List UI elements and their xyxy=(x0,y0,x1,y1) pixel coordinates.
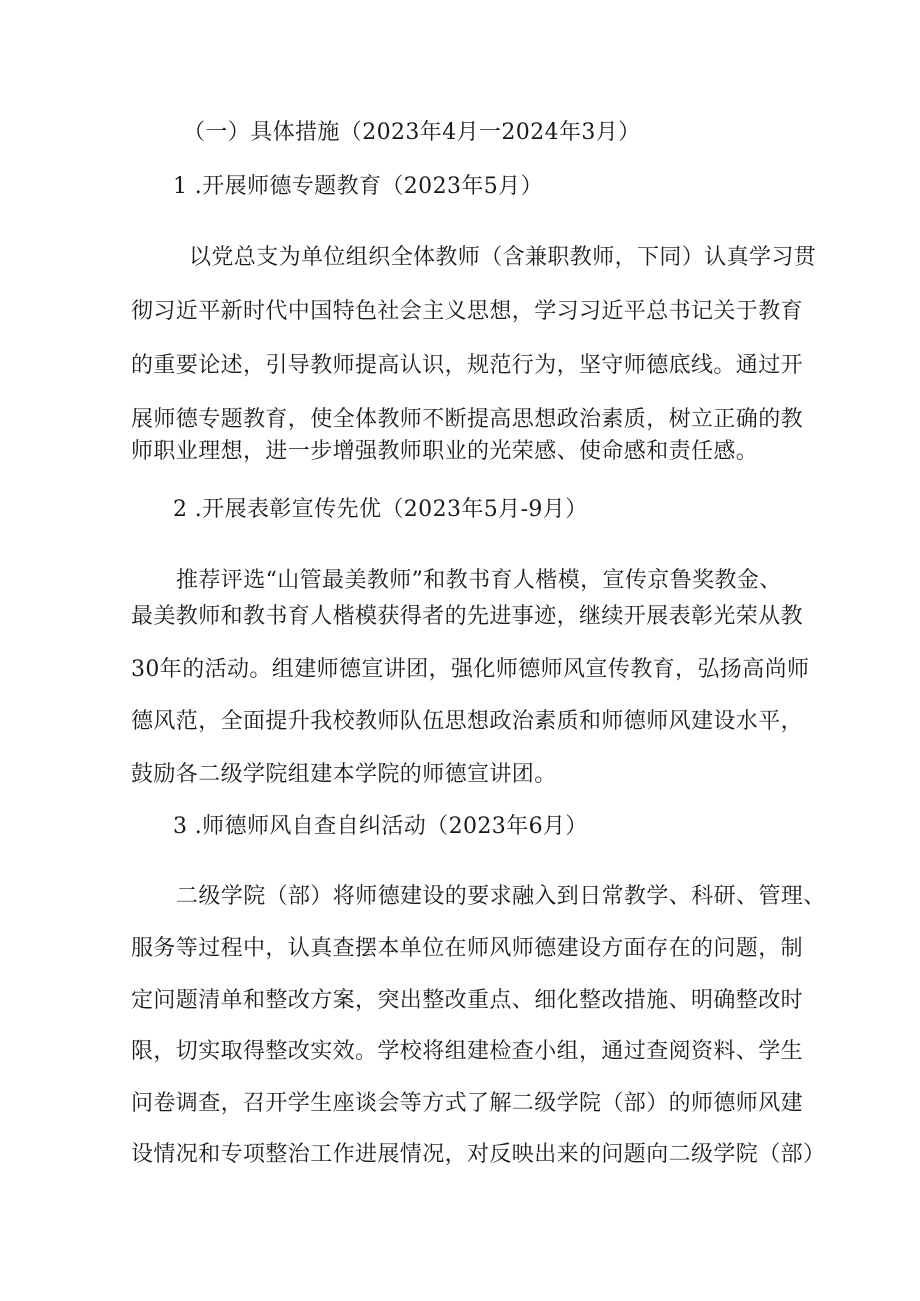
section-heading: （一）具体措施（2023年4月一2024年3月） xyxy=(183,120,641,145)
paragraph-line: 限，切实取得整改实效。学校将组建检查小组，通过查阅资料、学生 xyxy=(131,1039,804,1064)
item2-heading: 2 .开展表彰宣传先优（2023年5月-9月） xyxy=(173,497,588,522)
item3-heading: 3 .师德师风自查自纠活动（2023年6月） xyxy=(173,814,588,839)
paragraph-line: 推荐评选“山管最美教师”和教书育人楷模，宣传京鲁奖教金、 xyxy=(176,568,782,593)
item1-heading: 1 .开展师德专题教育（2023年5月） xyxy=(173,174,543,199)
paragraph-line: 师职业理想，进一步增强教师职业的光荣感、使命感和责任感。 xyxy=(131,439,759,464)
paragraph-line: 展师德专题教育，使全体教师不断提高思想政治素质，树立正确的教 xyxy=(131,407,804,432)
paragraph-line: 二级学院（部）将师德建设的要求融入到日常教学、科研、管理、 xyxy=(176,884,826,909)
paragraph-line: 服务等过程中，认真查摆本单位在师风师德建设方面存在的问题，制 xyxy=(131,936,804,961)
paragraph-line: 设情况和专项整治工作进展情况，对反映出来的问题向二级学院（部） xyxy=(131,1142,826,1167)
paragraph-line: 30年的活动。组建师德宣讲团，强化师德师风宣传教育，弘扬高尚师 xyxy=(131,657,810,682)
paragraph-line: 以党总支为单位组织全体教师（含兼职教师，下同）认真学习贯 xyxy=(189,245,817,270)
paragraph-line: 最美教师和教书育人楷模获得者的先进事迹，继续开展表彰光荣从教 xyxy=(131,604,804,629)
paragraph-line: 问卷调查，召开学生座谈会等方式了解二级学院（部）的师德师风建 xyxy=(131,1091,804,1116)
paragraph-line: 定问题清单和整改方案，突出整改重点、细化整改措施、明确整改时 xyxy=(131,988,804,1013)
paragraph-line: 的重要论述，引导教师提高认识，规范行为，坚守师德底线。通过开 xyxy=(131,353,804,378)
paragraph-line: 德风范，全面提升我校教师队伍思想政治素质和师德师风建设水平， xyxy=(131,709,804,734)
paragraph-line: 彻习近平新时代中国特色社会主义思想，学习习近平总书记关于教育 xyxy=(131,299,804,324)
paragraph-line: 鼓励各二级学院组建本学院的师德宣讲团。 xyxy=(131,762,557,787)
